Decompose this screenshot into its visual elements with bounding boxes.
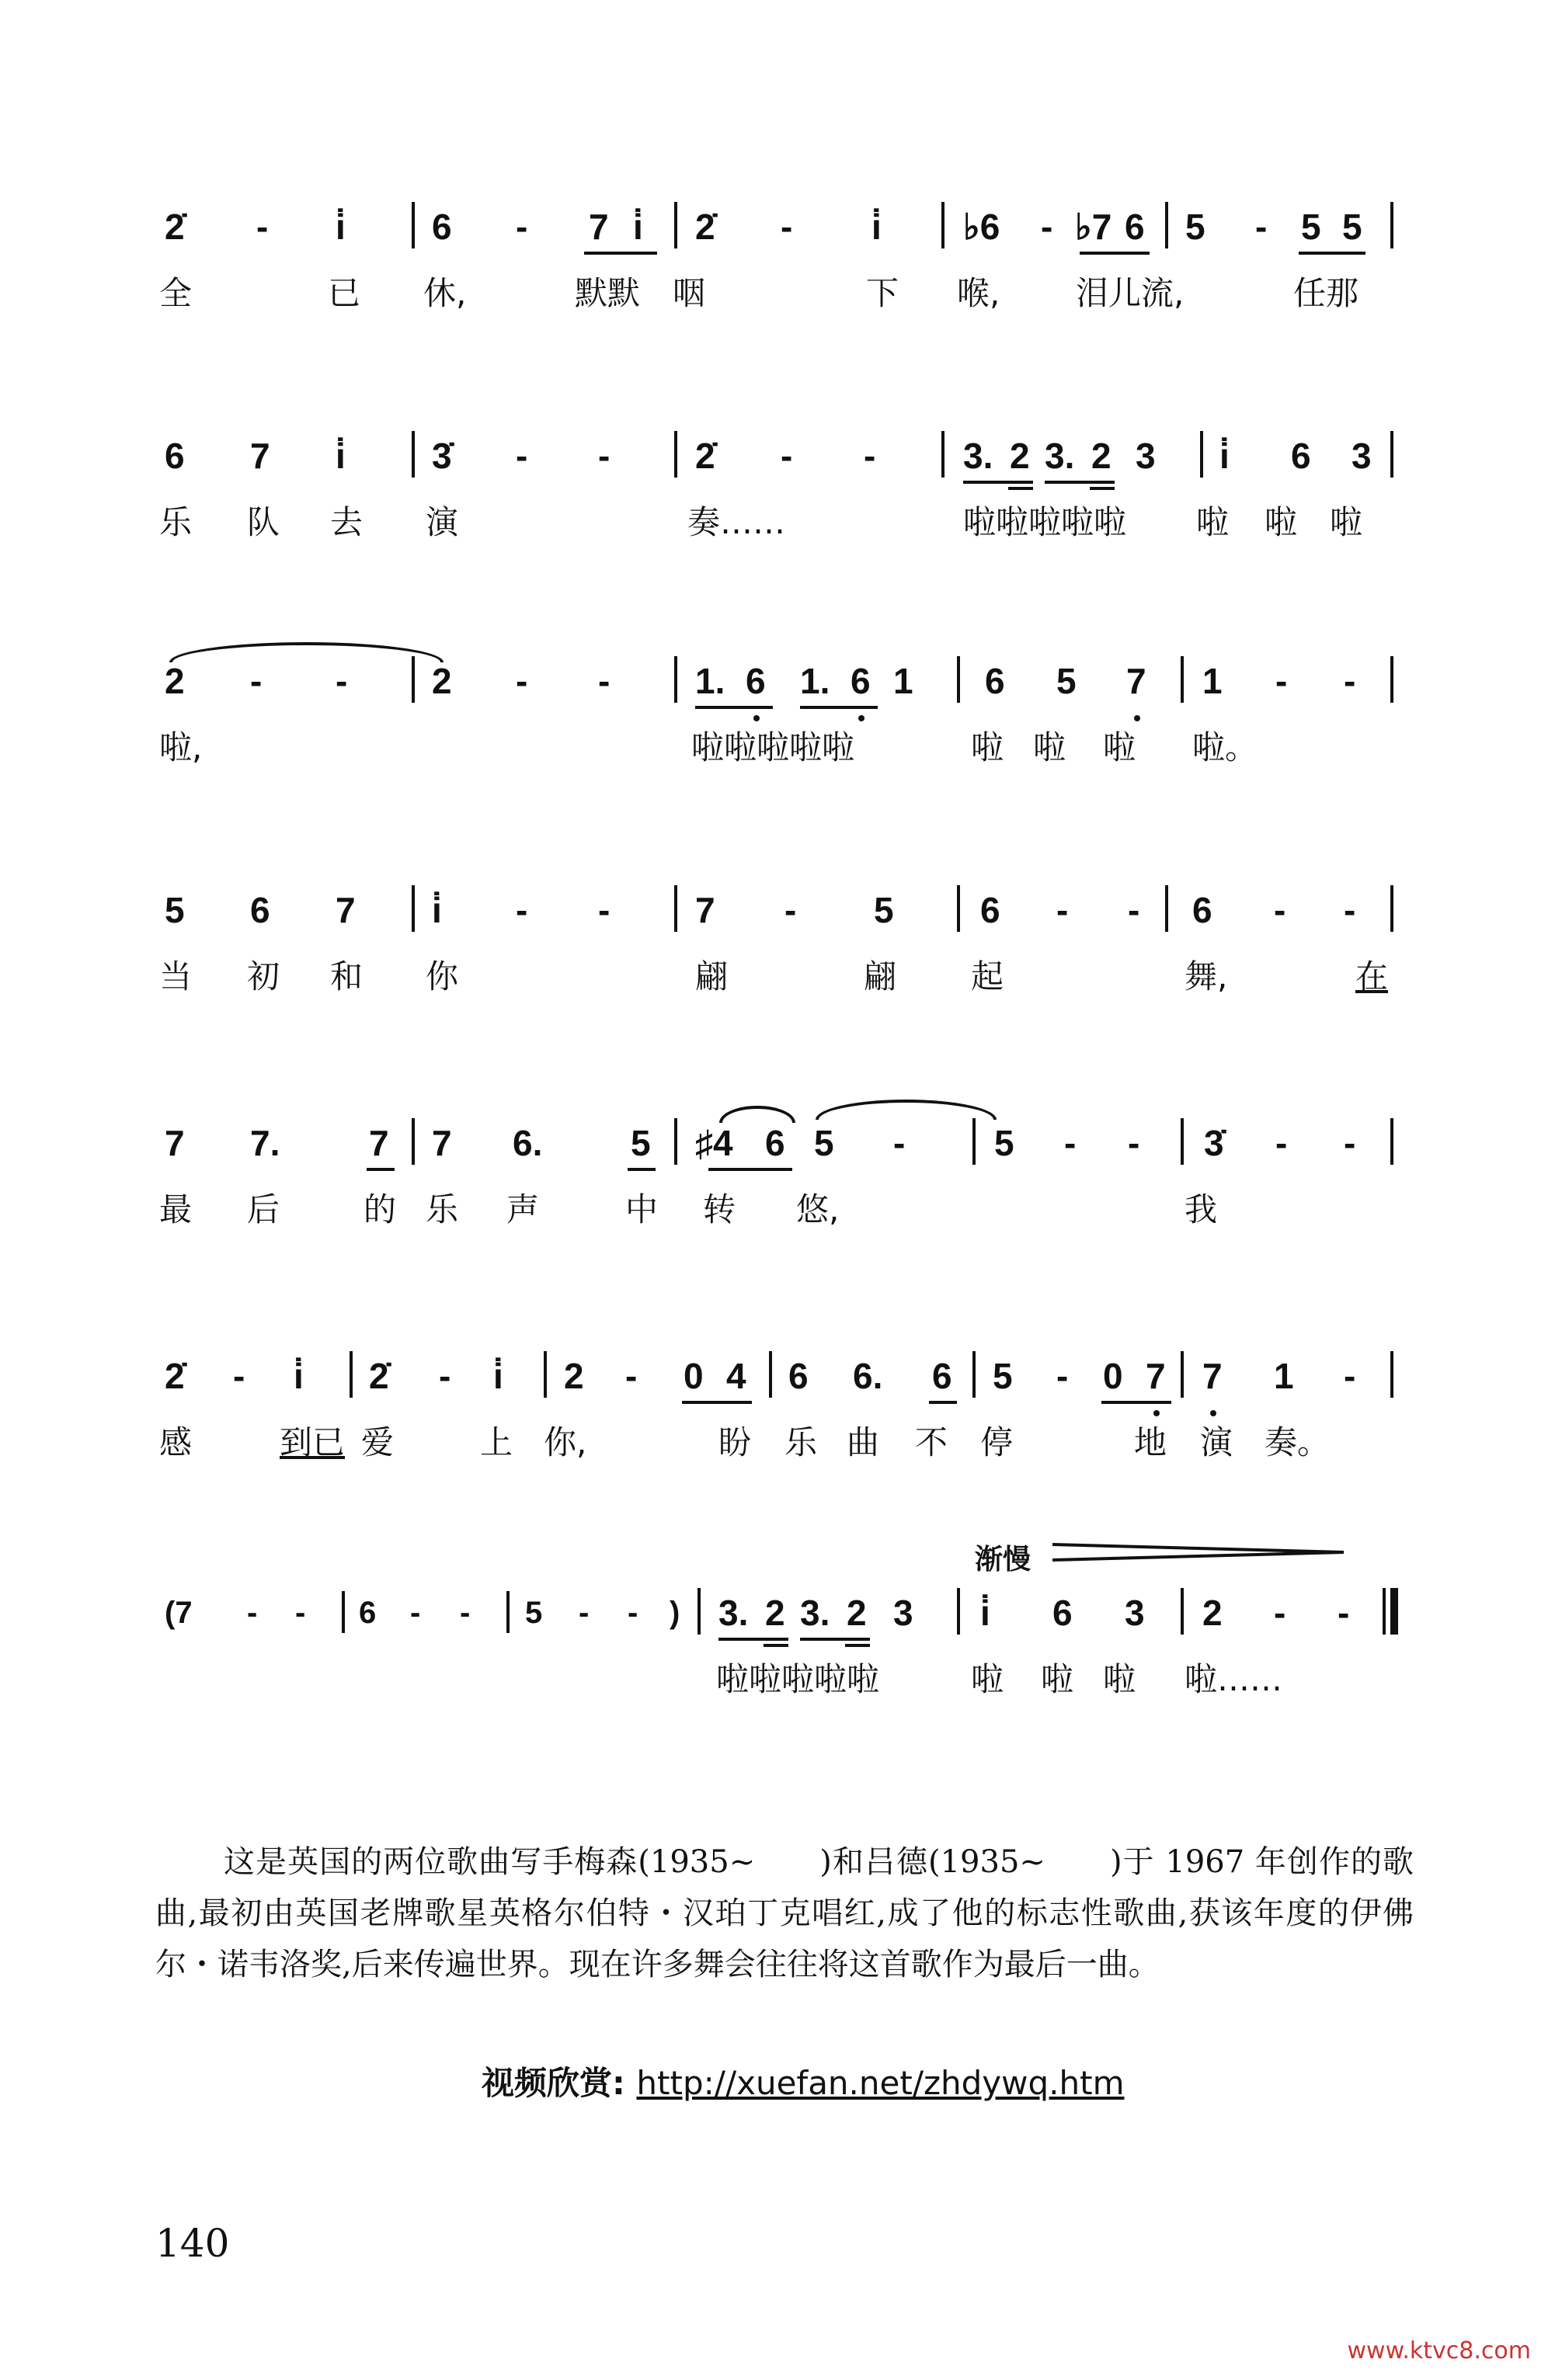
barline [674,1118,677,1165]
note: i̇ [336,207,346,247]
video-label: 视频欣赏: [482,2064,625,2102]
beam [1045,481,1115,484]
lyric: 在 [1355,957,1389,995]
note: 7 [432,1123,452,1163]
note: - [1344,661,1356,701]
note: 3. [1045,436,1075,476]
note: 6 [851,661,871,701]
score-line-7 [0,1580,1562,1735]
lyric: 地 [1134,1423,1167,1461]
note: 6 [1125,207,1145,247]
barline [1390,1118,1393,1165]
tie [816,1100,997,1120]
note: 6 [980,890,1000,930]
note: 2 [165,661,185,701]
lyric: 的 [364,1190,397,1228]
note: 6 [932,1356,952,1396]
note: 6 [746,661,766,701]
note: (7 [165,1596,193,1630]
lyric: 啦 [1033,728,1066,766]
barline [957,1588,960,1635]
note: 5 [525,1596,543,1630]
lyric: 中 [625,1190,659,1228]
note: i̇ [871,207,882,247]
lyric: 舞, [1185,957,1228,995]
barline [698,1588,701,1635]
note: 2 [1091,436,1111,476]
barline [1390,885,1393,932]
lyric: 啦 [1330,503,1363,541]
barline [1165,885,1168,932]
note: 2 [564,1356,584,1396]
low-octave-dot [1134,715,1140,721]
note: 5 [165,890,185,930]
note: 3. [963,436,993,476]
score-line-6 [0,1343,1562,1499]
lyric: 感 [159,1423,193,1461]
lyric: 下 [866,274,899,312]
barline [412,431,415,478]
note: 4 [726,1356,746,1396]
lyric: 奏…… [687,503,786,541]
note: 1. [800,661,830,701]
note: - [1056,1356,1069,1396]
note: - [781,207,793,247]
beam [682,1401,752,1404]
beam [963,481,1033,484]
note: - [1064,1123,1077,1163]
barline [506,1591,510,1633]
barline [1390,656,1393,703]
lyric: 啦, [159,728,203,766]
note: 3 [893,1593,913,1633]
lyric: 停 [980,1423,1014,1461]
note: - [1275,1123,1288,1163]
note: 5 [993,1356,1013,1396]
note: i̇ [336,436,346,476]
lyric: 盼 [718,1423,752,1461]
barline [412,656,415,703]
note: - [1274,1593,1286,1633]
beam [1299,252,1365,255]
beam [628,1168,656,1171]
note: 2 [1202,1593,1223,1633]
barline [412,885,415,932]
note: - [410,1596,421,1630]
beam [1008,487,1033,490]
lyric: 啦。 [1192,728,1258,766]
barline [1181,1351,1184,1398]
barline [674,656,677,703]
lyric: 不 [915,1423,948,1461]
note: - [460,1596,471,1630]
note: 6 [1291,436,1311,476]
lyric: 啦啦啦啦啦 [963,503,1127,541]
note: 2 [432,661,452,701]
beam [367,1168,395,1171]
note: 6 [432,207,452,247]
note: - [625,1356,638,1396]
lyric: 队 [247,503,280,541]
note: i̇ [432,890,442,930]
note: ♭6 [963,207,1000,247]
lyric: 悠, [796,1190,840,1228]
beam [929,1401,957,1404]
note: 3. [800,1593,830,1633]
barline [1181,656,1184,703]
score-line-1 [0,194,1562,349]
lyric: 到已 [280,1423,346,1461]
lyric: 你, [544,1423,587,1461]
note: - [893,1123,906,1163]
lyric: 啦 [1103,728,1136,766]
lyric: 声 [506,1190,540,1228]
lyric: 啦 [971,728,1004,766]
barline [1200,431,1203,478]
lyric: 上 [480,1423,513,1461]
barline [544,1351,547,1398]
note: 0 [1103,1356,1123,1396]
score-line-4 [0,877,1562,1033]
note: 6 [765,1123,785,1163]
note: 3 [1125,1593,1145,1633]
note: 7 [369,1123,389,1163]
low-octave-dot [858,715,864,721]
decrescendo-hairpin [1052,1541,1348,1565]
note: - [1255,207,1268,247]
note: i̇ [980,1593,990,1633]
barline [1181,1118,1184,1165]
beam [845,1644,870,1647]
note: 2̇ [165,1356,185,1396]
barline [941,202,945,248]
note: 7 [1202,1356,1223,1396]
note: - [516,890,528,930]
lyric: 奏。 [1265,1423,1331,1461]
barline [1165,202,1168,248]
note: 1 [1202,661,1223,701]
note: 5 [1056,661,1077,701]
note: - [1344,1356,1356,1396]
barline [342,1591,345,1633]
description-text: 这是英国的两位歌曲写手梅森(1935~ )和吕德(1935~ )于 1967 年创作的歌曲,最初由英国老牌歌星英格尔伯特・汉珀丁克唱红,成了他的标志性歌曲,获该年度的伊佛尔・诺韦洛奖,后来传遍世界。现在许多舞会往往将这首歌作为最后一曲。 [155,1844,1414,1982]
note: - [247,1596,258,1630]
note: 1 [893,661,913,701]
note: - [1128,890,1140,930]
lyric: 初 [247,957,280,995]
note: - [516,661,528,701]
note: - [295,1596,306,1630]
final-barline-thin [1383,1588,1386,1635]
note: ) [670,1596,680,1630]
note: - [781,436,793,476]
final-barline-thick [1390,1588,1398,1635]
note: 6 [1192,890,1212,930]
lyric: 后 [247,1190,280,1228]
page-number: 140 [155,2221,230,2266]
barline [769,1351,772,1398]
note: ♭7 [1075,207,1112,247]
lyric: 啦 [1041,1660,1074,1698]
note: 2̇ [165,207,185,247]
lyric: 啦 [1196,503,1230,541]
note: - [1056,890,1069,930]
note: 5 [1301,207,1321,247]
tempo-marking: 渐慢 [975,1544,1031,1576]
beam [708,1168,792,1171]
note: 2 [847,1593,867,1633]
note: - [864,436,876,476]
lyric: 爱 [361,1423,395,1461]
note: - [250,661,263,701]
score-line-3 [0,648,1562,804]
lyric: 当 [159,957,193,995]
barline [972,1351,976,1398]
note: 1 [1274,1356,1294,1396]
lyric: 转 [703,1190,736,1228]
note: 6. [513,1123,543,1163]
lyric: 翩 [695,957,729,995]
barline [957,656,960,703]
note: 6 [985,661,1005,701]
beam [800,706,878,709]
lyric: 我 [1185,1190,1218,1228]
note: 7 [250,436,270,476]
note: 5 [1342,207,1362,247]
note: 1. [695,661,725,701]
lyric: 啦啦啦啦啦 [716,1660,880,1698]
note: - [1128,1123,1140,1163]
lyric: 啦 [1265,503,1298,541]
note: - [579,1596,590,1630]
note: 6 [1052,1593,1073,1633]
lyric: 喉, [957,274,1000,312]
note: 7 [1126,661,1146,701]
note: - [598,436,611,476]
video-line [482,2058,1125,2104]
note: 0 [684,1356,704,1396]
barline [674,431,677,478]
barline [1181,1588,1184,1635]
note: 2 [765,1593,785,1633]
note: 7 [165,1123,185,1163]
note: - [336,661,348,701]
note: i̇ [294,1356,304,1396]
note: - [1338,1593,1350,1633]
note: 5 [814,1123,834,1163]
lyric: 默默 [575,274,641,312]
barline [972,1118,976,1165]
note: 3 [1136,436,1156,476]
note: 7 [589,207,609,247]
barline [674,885,677,932]
beam [1090,487,1115,490]
score-line-5 [0,1110,1562,1266]
note: - [516,436,528,476]
lyric: 全 [159,274,193,312]
low-octave-dot [753,715,760,721]
barline [1390,1351,1393,1398]
note: - [256,207,269,247]
score-line-2 [0,423,1562,578]
note: - [1344,1123,1356,1163]
barline [1390,202,1393,248]
note: 7. [250,1123,280,1163]
barline [350,1351,353,1398]
note: - [628,1596,638,1630]
lyric: 啦啦啦啦啦 [691,728,855,766]
lyric: 演 [1200,1423,1233,1461]
beam [718,1638,788,1641]
low-octave-dot [1153,1410,1160,1416]
watermark: www.ktvc8.com [1347,2337,1531,2364]
lyric: 曲 [847,1423,880,1461]
lyric: 已 [328,274,361,312]
note: - [1041,207,1053,247]
note: 5 [1185,207,1205,247]
lyric: 乐 [426,1190,459,1228]
lyric: 乐 [784,1423,818,1461]
note: 6 [788,1356,809,1396]
video-link[interactable]: http://xuefan.net/zhdywq.htm [636,2064,1125,2102]
lyric: 咽 [673,274,706,312]
lyric: 起 [971,957,1004,995]
lyric: 翩 [864,957,897,995]
lyric: 乐 [159,503,193,541]
low-octave-dot [1210,1410,1216,1416]
note: i̇ [1219,436,1230,476]
note: 3̇ [432,436,452,476]
lyric: 和 [330,957,364,995]
note: 6 [359,1596,377,1630]
note: 3̇ [1204,1123,1224,1163]
lyric: 任那 [1293,274,1359,312]
note: 5 [631,1123,651,1163]
lyric: 最 [159,1190,193,1228]
note: i̇ [493,1356,503,1396]
note: 7 [336,890,356,930]
lyric: 啦 [1103,1660,1136,1698]
note: - [598,661,611,701]
lyric: 泪儿流, [1076,274,1185,312]
note: 2̇ [695,207,715,247]
note: - [1274,890,1286,930]
note: 3 [1352,436,1372,476]
barline [674,202,677,248]
beam [800,1638,870,1641]
barline [412,1118,415,1165]
note: 2̇ [695,436,715,476]
note: 6 [250,890,270,930]
lyric: 去 [330,503,364,541]
barline [941,431,945,478]
beam [584,252,657,255]
note: 3. [718,1593,749,1633]
note: - [233,1356,245,1396]
beam [764,1644,788,1647]
note: 5 [874,890,894,930]
note: - [784,890,797,930]
barline [957,885,960,932]
lyric: 啦 [971,1660,1004,1698]
note: 2 [1010,436,1030,476]
note: - [1275,661,1288,701]
note: - [516,207,528,247]
note: - [1344,890,1356,930]
note: 7 [1146,1356,1166,1396]
note: 7 [695,890,715,930]
lyric: 啦…… [1185,1660,1283,1698]
beam [695,706,773,709]
tie [169,642,444,662]
note: 6. [853,1356,883,1396]
beam [1101,1401,1171,1404]
lyric: 休, [423,274,467,312]
lyric: 你 [426,957,459,995]
beam [1080,252,1150,255]
note: i̇ [633,207,643,247]
note: 2̇ [369,1356,389,1396]
note: ♯4 [695,1123,733,1163]
barline [412,202,415,248]
barline [1390,431,1393,478]
note: - [439,1356,451,1396]
note: 5 [994,1123,1014,1163]
note: - [598,890,611,930]
description-paragraph [155,1836,1414,1990]
lyric: 演 [426,503,459,541]
note: 6 [165,436,185,476]
